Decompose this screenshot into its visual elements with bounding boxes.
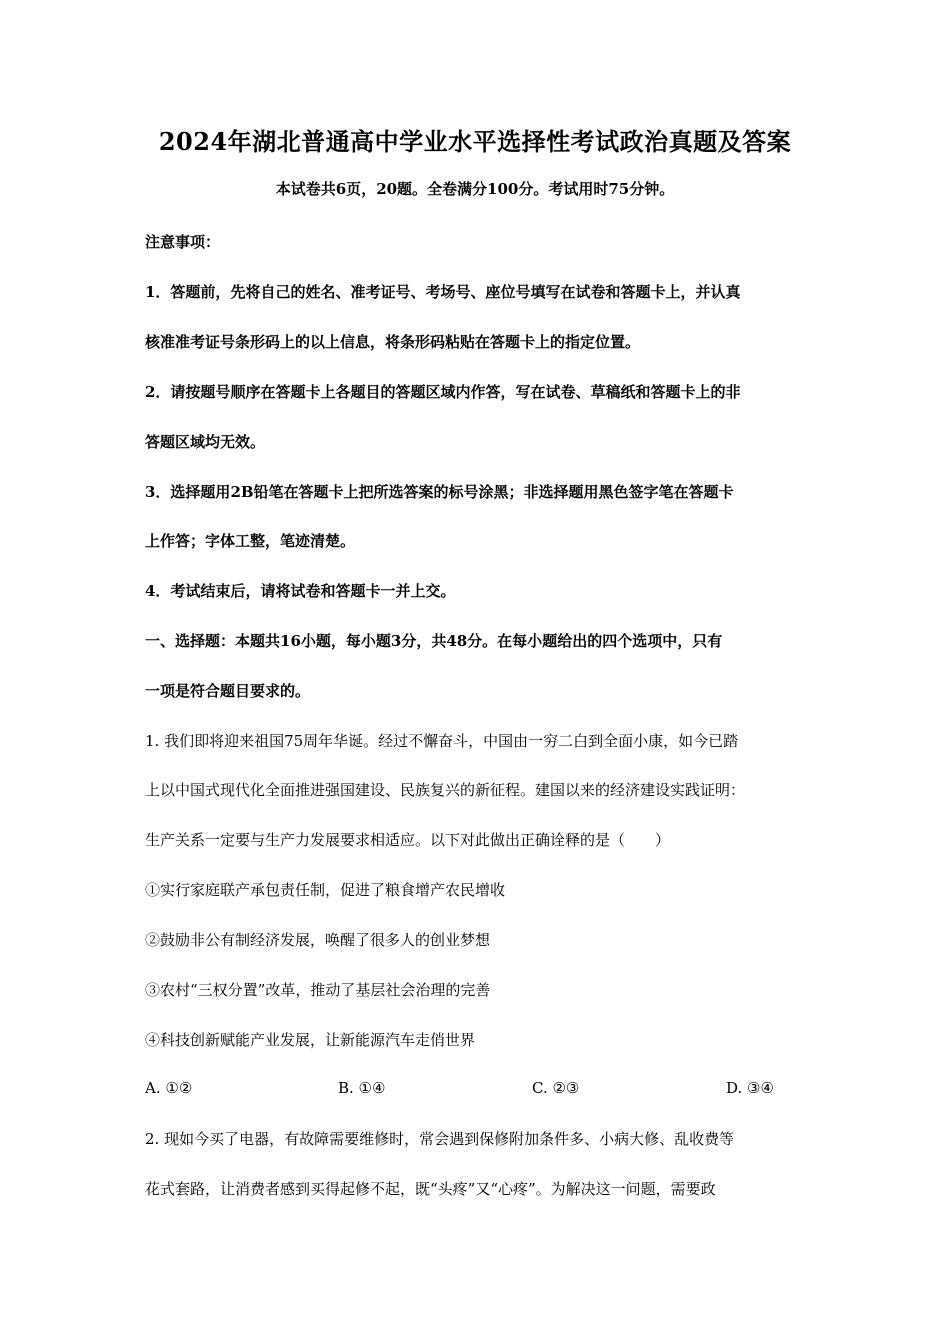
question-1-statement: ④科技创新赋能产业发展，让新能源汽车走俏世界 [145, 1031, 476, 1049]
option-c: C. ②③ [532, 1079, 580, 1097]
notice-line: 3．选择题用2B铅笔在答题卡上把所选答案的标号涂黑；非选择题用黑色签字笔在答题卡 [145, 483, 734, 501]
notice-heading: 注意事项： [145, 233, 221, 251]
notice-line: 核准准考证号条形码上的以上信息，将条形码粘贴在答题卡上的指定位置。 [145, 333, 641, 351]
notice-line: 答题区域均无效。 [145, 433, 266, 451]
question-1-stem: 1. 我们即将迎来祖国75周年华诞。经过不懈奋斗，中国由一穷二白到全面小康，如今已踏 [145, 732, 739, 750]
question-1-statement: ①实行家庭联产承包责任制，促进了粮食增产农民增收 [145, 881, 506, 899]
notice-line: 上作答；字体工整，笔迹清楚。 [145, 532, 356, 550]
question-1-stem: 生产关系一定要与生产力发展要求相适应。以下对此做出正确诠释的是（ ） [145, 831, 671, 849]
section-heading: 一、选择题：本题共16小题，每小题3分，共48分。在每小题给出的四个选项中，只有 [145, 632, 723, 650]
document-title: 2024年湖北普通高中学业水平选择性考试政治真题及答案 [158, 127, 792, 156]
question-2-stem: 2. 现如今买了电器，有故障需要维修时，常会遇到保修附加条件多、小病大修、乱收费等 [145, 1130, 735, 1148]
question-2-stem: 花式套路，让消费者感到买得起修不起，既“头疼”又“心疼”。为解决这一问题，需要政 [145, 1180, 716, 1198]
option-a: A. ①② [145, 1079, 193, 1097]
notice-line: 4．考试结束后，请将试卷和答题卡一并上交。 [145, 582, 456, 600]
option-b: B. ①④ [338, 1079, 386, 1097]
section-heading: 一项是符合题目要求的。 [145, 682, 311, 700]
option-d: D. ③④ [726, 1079, 774, 1097]
notice-line: 2．请按题号顺序在答题卡上各题目的答题区域内作答，写在试卷、草稿纸和答题卡上的非 [145, 383, 741, 401]
exam-info: 本试卷共6页，20题。全卷满分100分。考试用时75分钟。 [275, 180, 675, 198]
question-1-statement: ③农村“三权分置”改革，推动了基层社会治理的完善 [145, 981, 491, 999]
question-1-stem: 上以中国式现代化全面推进强国建设、民族复兴的新征程。建国以来的经济建设实践证明： [145, 781, 746, 799]
question-1-statement: ②鼓励非公有制经济发展，唤醒了很多人的创业梦想 [145, 931, 491, 949]
notice-line: 1．答题前，先将自己的姓名、准考证号、考场号、座位号填写在试卷和答题卡上，并认真 [145, 283, 741, 301]
